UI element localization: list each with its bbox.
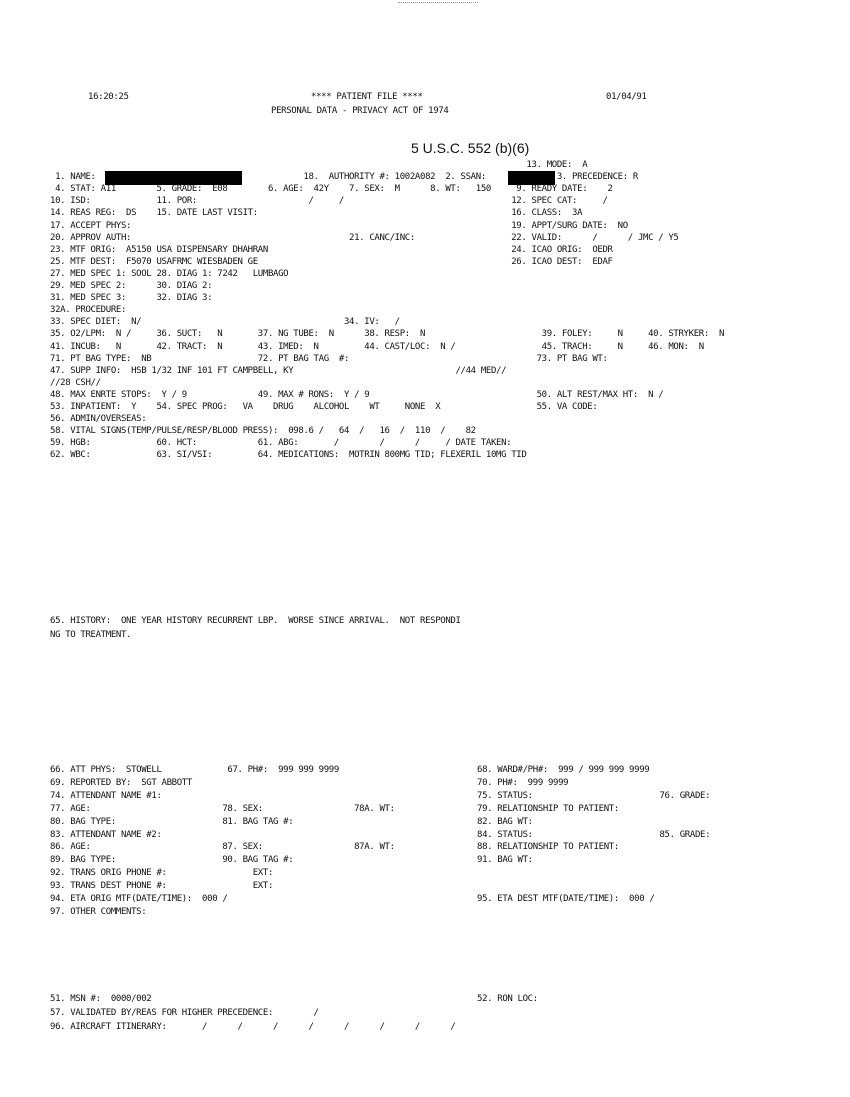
form-field-line: 33. SPEC DIET: N/ 34. IV: / (50, 317, 400, 328)
form-field-line: 1. NAME: 18. AUTHORITY #: 1002A082 2. SSAN: 3. PRECEDENCE: R (50, 172, 638, 183)
form-field-line: //28 CSH// (50, 377, 101, 388)
attendant-field-line: 88. RELATIONSHIP TO PATIENT: (477, 842, 619, 853)
form-field-line: 13. MODE: A (50, 160, 588, 170)
validated-line: 57. VALIDATED BY/REAS FOR HIGHER PRECEDENCE: / (50, 1008, 319, 1018)
form-field-line: 29. MED SPEC 2: 30. DIAG 2: (50, 281, 213, 291)
attendant-field-line: 77. AGE: 78. SEX: 78A. WT: (50, 803, 395, 814)
attendant-field-line: 89. BAG TYPE: 90. BAG TAG #: (50, 855, 294, 866)
attendant-field-line: 80. BAG TYPE: 81. BAG TAG #: (50, 816, 294, 827)
form-field-line: 32A. PROCEDURE: (50, 305, 127, 316)
attendant-field-line: 82. BAG WT: (477, 816, 533, 827)
msn-line: 51. MSN #: 0000/002 (50, 994, 152, 1004)
form-field-line: 20. APPROV AUTH: 21. CANC/INC: 22. VALID: / / JMC / Y5 (50, 232, 679, 243)
history-line: 65. HISTORY: ONE YEAR HISTORY RECURRENT LBP. WORSE SINCE ARRIVAL. NOT RESPONDI (50, 616, 461, 626)
attendant-field-line: 69. REPORTED BY: SGT ABBOTT (50, 777, 192, 788)
form-field-line: 59. HGB: 60. HCT: 61. ABG: / / / / DATE TAKEN: (50, 438, 512, 449)
attendant-field-line: 70. PH#: 999 9999 (477, 777, 569, 788)
attendant-field-line: 79. RELATIONSHIP TO PATIENT: (477, 803, 619, 814)
form-field-line: 48. MAX ENRTE STOPS: Y / 9 49. MAX # RONS: Y / 9 50. ALT REST/MAX HT: N / (50, 389, 664, 400)
form-field-line: 4. STAT: A11 5. GRADE: E08 6. AGE: 42Y 7. SEX: M 8. WT: 150 9. READY DATE: 2 (50, 184, 613, 195)
form-field-line: 56. ADMIN/OVERSEAS: (50, 414, 147, 425)
form-field-line: 53. INPATIENT: Y 54. SPEC PROG: VA DRUG ALCOHOL WT NONE X 55. VA CODE: (50, 402, 598, 412)
attendant-field-line: 83. ATTENDANT NAME #2: (50, 829, 162, 840)
aircraft-itinerary-line: 96. AIRCRAFT ITINERARY: / / / / / / / / (50, 1022, 456, 1032)
attendant-field-line: 84. STATUS: 85. GRADE: (477, 829, 711, 840)
header-time: 16:20:25 (88, 92, 129, 102)
attendant-field-line: 97. OTHER COMMENTS: (50, 906, 147, 917)
attendant-field-line: 86. AGE: 87. SEX: 87A. WT: (50, 842, 395, 853)
header-subtitle: PERSONAL DATA - PRIVACY ACT OF 1974 (271, 106, 449, 116)
form-field-line: 10. ISD: 11. POR: / / 12. SPEC CAT: / (50, 196, 608, 207)
attendant-field-line: 74. ATTENDANT NAME #1: (50, 790, 162, 801)
form-field-line: 17. ACCEPT PHYS: 19. APPT/SURG DATE: NO (50, 220, 628, 231)
attendant-field-line: 68. WARD#/PH#: 999 / 999 999 9999 (477, 765, 650, 775)
form-field-line: 14. REAS REG: DS 15. DATE LAST VISIT: 16. CLASS: 3A (50, 208, 583, 219)
form-field-line: 71. PT BAG TYPE: NB 72. PT BAG TAG #: 73. PT BAG WT: (50, 353, 608, 364)
scan-artifact (398, 2, 478, 7)
form-field-line: 27. MED SPEC 1: SOOL 28. DIAG 1: 7242 LUMBAGO (50, 268, 289, 279)
form-field-line: 47. SUPP INFO: HSB 1/32 INF 101 FT CAMPBELL, KY //44 MED// (50, 365, 507, 376)
form-field-line: 31. MED SPEC 3: 32. DIAG 3: (50, 293, 213, 304)
form-field-line: 25. MTF DEST: F5070 USAFRMC WIESBADEN GE 26. ICAO DEST: EDAF (50, 256, 613, 267)
form-field-line: 62. WBC: 63. SI/VSI: 64. MEDICATIONS: MOTRIN 800MG TID; FLEXERIL 10MG TID (50, 450, 527, 461)
attendant-field-line: 91. BAG WT: (477, 855, 533, 866)
form-field-line: 41. INCUB: N 42. TRACT: N 43. IMED: N 44. CAST/LOC: N / 45. TRACH: N 46. MON: N (50, 341, 704, 352)
form-field-line: 58. VITAL SIGNS(TEMP/PULSE/RESP/BLOOD PRESS): 098.6 / 64 / 16 / 110 / 82 (50, 426, 476, 437)
attendant-field-line: 92. TRANS ORIG PHONE #: EXT: (50, 868, 274, 879)
header-date: 01/04/91 (606, 92, 647, 102)
ron-loc-line: 52. RON LOC: (477, 994, 538, 1004)
attendant-field-line: 94. ETA ORIG MTF(DATE/TIME): 000 / (50, 894, 228, 904)
header-title: **** PATIENT FILE **** (311, 92, 423, 102)
attendant-field-line: 93. TRANS DEST PHONE #: EXT: (50, 881, 274, 892)
form-field-line: 23. MTF ORIG: A5150 USA DISPENSARY DHAHRAN 24. ICAO ORIG: OEDR (50, 244, 613, 255)
attendant-field-line: 75. STATUS: 76. GRADE: (477, 790, 711, 801)
form-field-line: 35. O2/LPM: N / 36. SUCT: N 37. NG TUBE: N 38. RESP: N 39. FOLEY: N 40. STRYKER: N (50, 329, 725, 340)
history-line: NG TO TREATMENT. (50, 629, 132, 640)
attendant-field-line: 95. ETA DEST MTF(DATE/TIME): 000 / (477, 894, 655, 904)
attendant-field-line: 66. ATT PHYS: STOWELL 67. PH#: 999 999 9999 (50, 765, 339, 775)
exemption-stamp: 5 U.S.C. 552 (b)(6) (411, 140, 530, 156)
